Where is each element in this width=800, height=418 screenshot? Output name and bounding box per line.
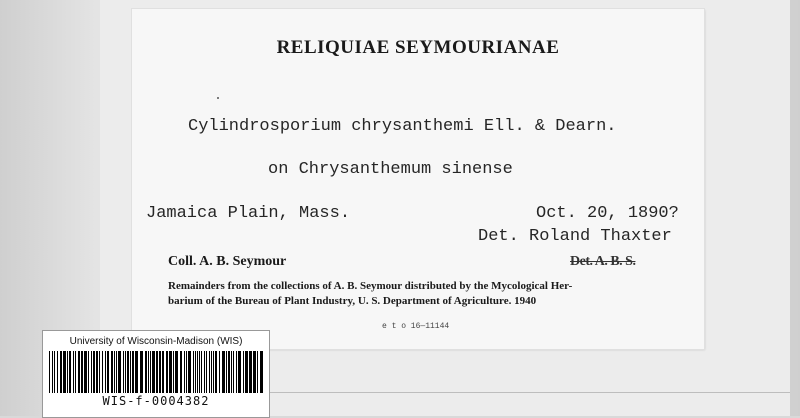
species-name: Cylindrosporium chrysanthemi Ell. & Dearn.	[188, 117, 617, 136]
struck-determination: Det. A. B. S.	[570, 254, 636, 269]
distribution-note-line-2: barium of the Bureau of Plant Industry, U. S. Department of Agriculture. 1940	[168, 295, 537, 307]
barcode-icon	[49, 351, 263, 393]
institution-name: University of Wisconsin-Madison (WIS)	[69, 336, 243, 347]
ink-speck	[217, 97, 219, 99]
barcode-label	[42, 330, 270, 418]
catalog-number: WIS-f-0004382	[102, 394, 210, 408]
label-heading: RELIQUIAE SEYMOURIANAE	[276, 37, 560, 58]
collector: Coll. A. B. Seymour	[168, 254, 287, 269]
specimen-label	[132, 9, 704, 349]
print-code: e t o 16—11144	[382, 322, 450, 331]
determiner: Det. Roland Thaxter	[478, 227, 672, 246]
distribution-note-line-1: Remainders from the collections of A. B. Seymour distributed by the Mycological Her-	[168, 280, 573, 292]
host-plant: on Chrysanthemum sinense	[268, 160, 513, 179]
collection-locality: Jamaica Plain, Mass.	[146, 204, 351, 223]
collection-date: Oct. 20, 1890?	[536, 204, 679, 223]
